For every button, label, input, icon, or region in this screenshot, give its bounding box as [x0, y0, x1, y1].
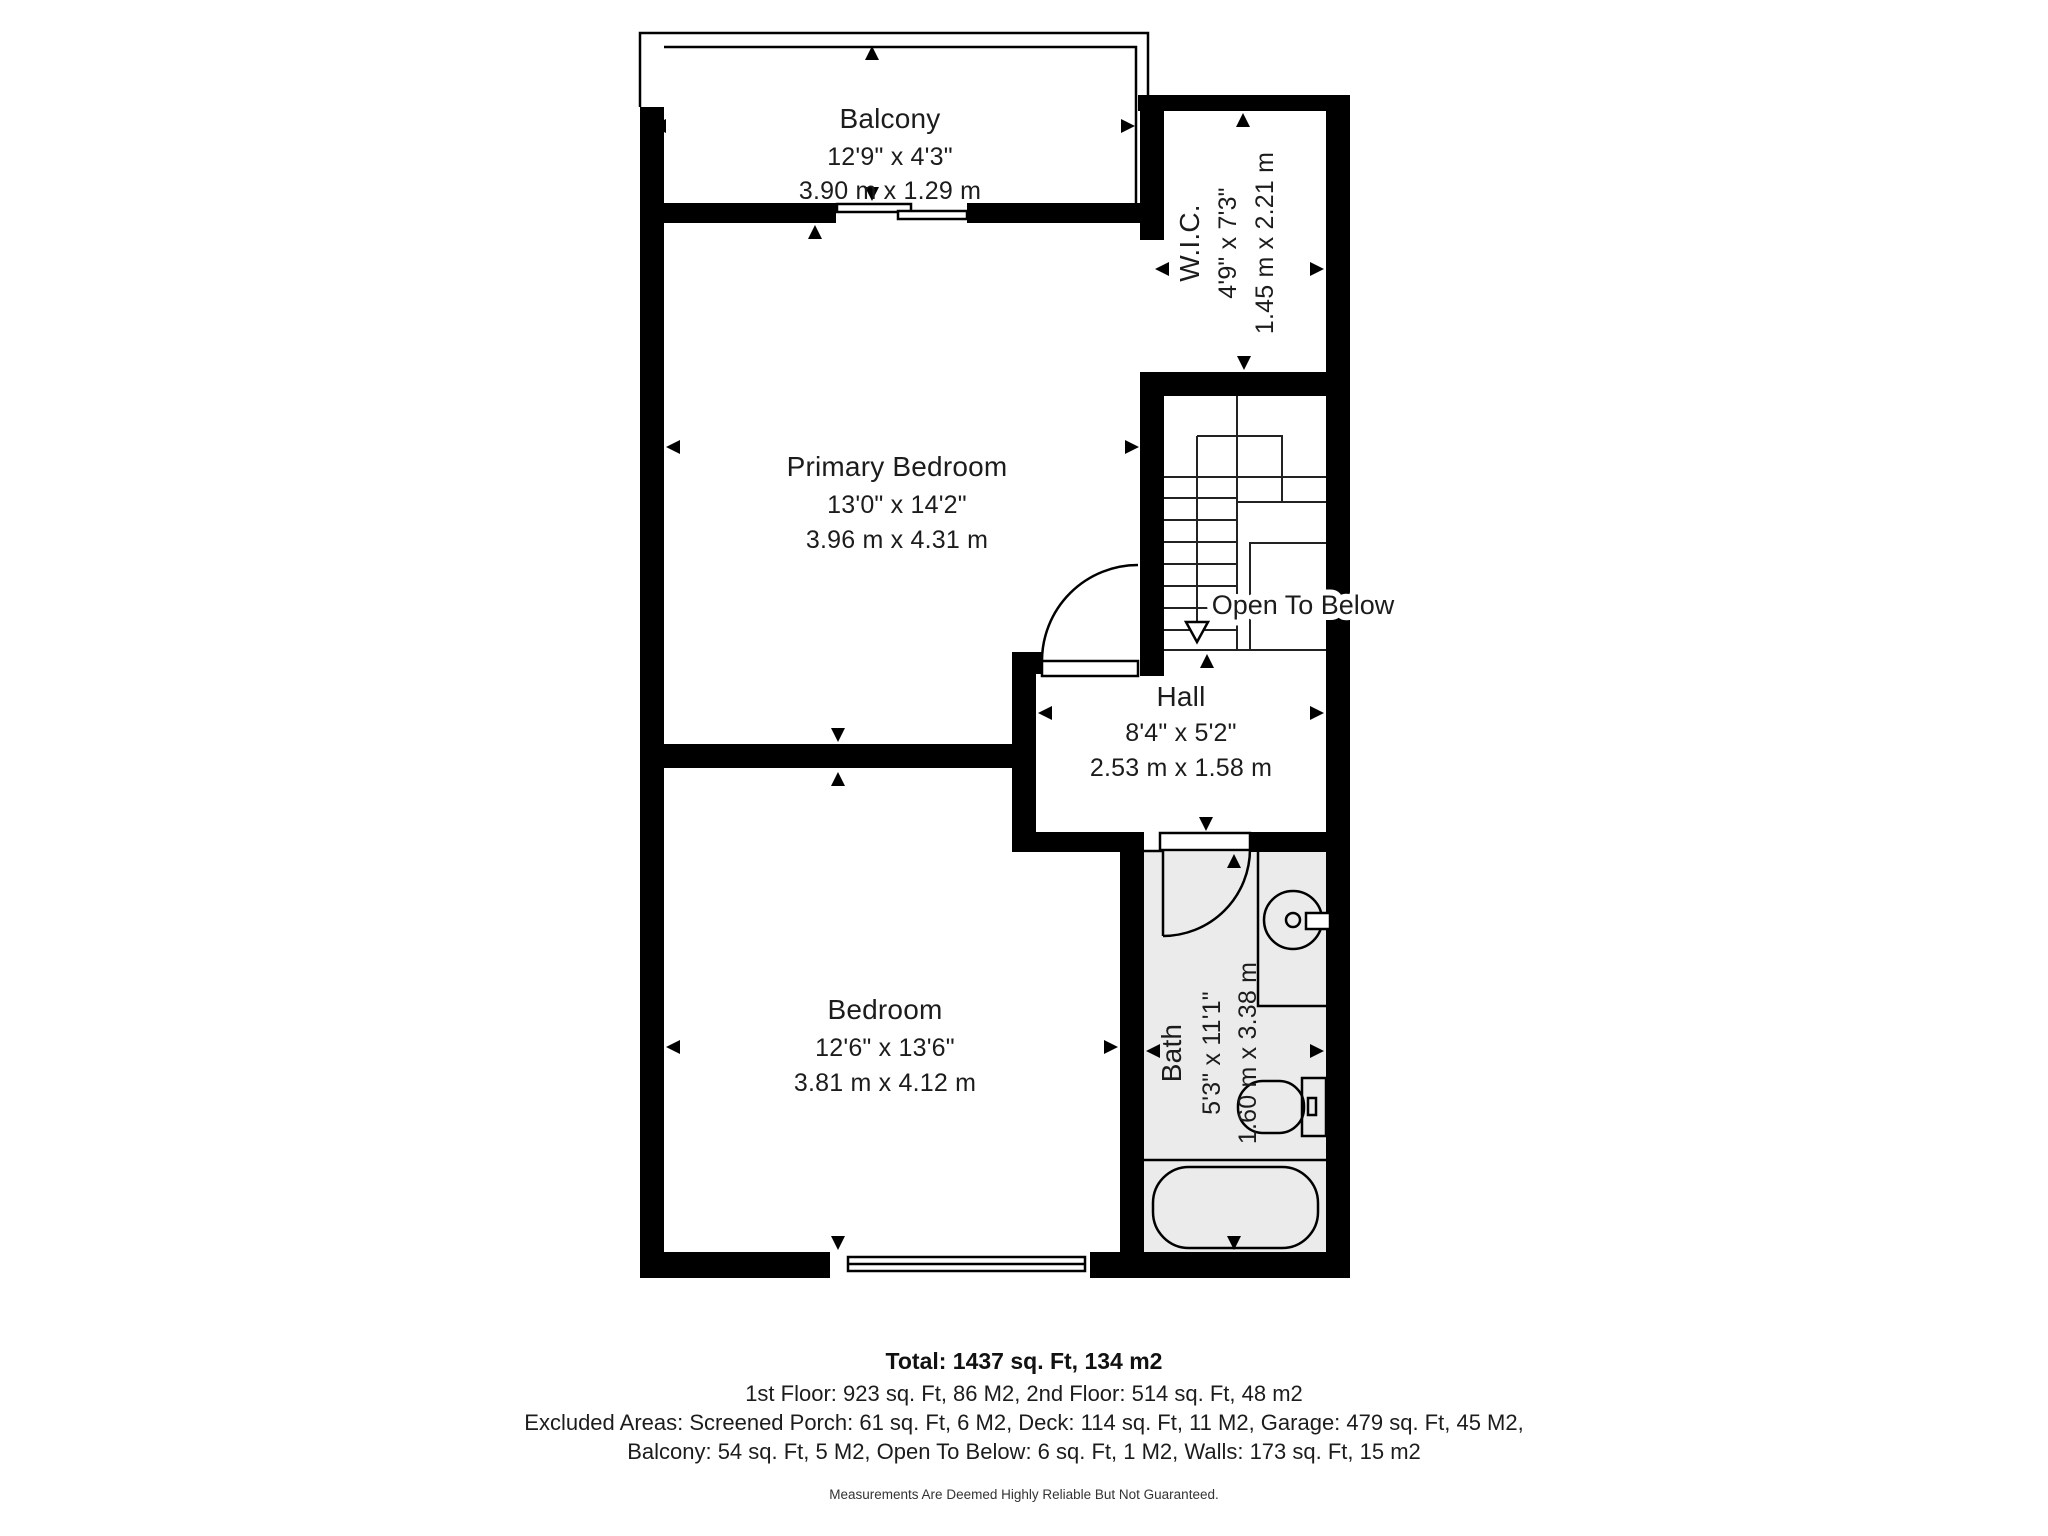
open-to-below-label: Open To Below	[1211, 590, 1395, 620]
arrow-up-icon	[831, 772, 845, 786]
wall-stub-door-right	[1140, 652, 1164, 676]
arrow-left-icon	[666, 1040, 680, 1054]
room-dim-metric: 2.53 m x 1.58 m	[1089, 754, 1273, 782]
room-dim-metric: 3.96 m x 4.31 m	[805, 526, 989, 554]
wall-right	[1326, 95, 1350, 1278]
arrow-right-icon	[1310, 706, 1324, 720]
door-arc	[1042, 565, 1138, 661]
bedroom-window	[830, 1252, 1090, 1278]
wall-hall-bottom-right	[1250, 832, 1326, 852]
room-label-hall	[1090, 681, 1272, 782]
disclaimer-text: Measurements Are Deemed Highly Reliable But Not Guaranteed.	[829, 1487, 1219, 1502]
arrow-left-icon	[666, 440, 680, 454]
arrow-up-icon	[1200, 654, 1214, 668]
room-name: W.I.C.	[1174, 204, 1205, 282]
room-dim-metric: 1.45 m x 2.21 m	[1251, 151, 1279, 335]
floors-area-text: 1st Floor: 923 sq. Ft, 86 M2, 2nd Floor: 514 sq. Ft, 48 m2	[745, 1381, 1303, 1406]
room-label-bedroom	[794, 994, 976, 1097]
room-dim-imperial: 13'0" x 14'2"	[827, 491, 967, 519]
stair-down-arrow-icon	[1186, 622, 1208, 642]
room-name: Bedroom	[827, 994, 943, 1025]
room-dim-imperial: 8'4" x 5'2"	[1125, 719, 1237, 747]
balcony-sliding-door	[836, 203, 967, 223]
room-name: Primary Bedroom	[786, 451, 1008, 482]
wall-stub-door-left	[1012, 652, 1042, 674]
room-dim-metric: 1.60 m x 3.38 m	[1234, 961, 1262, 1145]
arrow-right-icon	[1104, 1040, 1118, 1054]
wall-left	[640, 107, 664, 1278]
primary-bedroom-door	[1042, 565, 1138, 676]
arrow-down-icon	[1237, 356, 1251, 370]
wic-doorway	[1140, 240, 1164, 372]
arrow-up-icon	[1236, 113, 1250, 127]
wall-middle-upper	[1140, 95, 1164, 240]
room-dim-imperial: 4'9" x 7'3"	[1214, 187, 1242, 299]
wall-top-wic	[1138, 95, 1350, 111]
arrow-down-icon	[831, 1236, 845, 1250]
arrow-left-icon	[1038, 706, 1052, 720]
room-label-primary-bedroom	[787, 451, 1008, 554]
room-name: Bath	[1156, 1023, 1187, 1083]
excluded-areas-text-1: Excluded Areas: Screened Porch: 61 sq. Ft, 6 M2, Deck: 114 sq. Ft, 11 M2, Garage: 479 sq. Ft, 45 M2,	[524, 1410, 1524, 1435]
wall-bedroom-bath-divider	[1120, 832, 1144, 1252]
door-leaf	[1160, 833, 1250, 850]
room-name: Hall	[1156, 681, 1206, 712]
room-dim-metric: 3.81 m x 4.12 m	[793, 1069, 977, 1097]
room-dim-imperial: 12'6" x 13'6"	[815, 1034, 955, 1062]
arrow-down-icon	[1199, 817, 1213, 831]
room-dim-imperial: 12'9" x 4'3"	[827, 143, 953, 171]
door-leaf	[1042, 661, 1138, 676]
arrow-down-icon	[831, 728, 845, 742]
room-label-balcony	[799, 103, 981, 205]
wall-primary-bedroom-divider	[664, 744, 1012, 768]
room-label-wic	[1174, 152, 1279, 334]
wall-hall-west	[1012, 652, 1036, 852]
sliding-panel-right	[898, 211, 967, 219]
excluded-areas-text-2: Balcony: 54 sq. Ft, 5 M2, Open To Below: 6 sq. Ft, 1 M2, Walls: 173 sq. Ft, 15 m2	[627, 1439, 1421, 1464]
wall-wic-bottom	[1140, 372, 1326, 396]
room-name: Balcony	[839, 103, 941, 134]
area-summary	[524, 1348, 1523, 1502]
wall-middle-mid	[1140, 372, 1164, 656]
arrow-up-icon	[808, 225, 822, 239]
arrow-right-icon	[1310, 262, 1324, 276]
room-dim-imperial: 5'3" x 11'1"	[1198, 991, 1226, 1115]
arrow-right-icon	[1121, 119, 1135, 133]
room-dim-metric: 3.90 m x 1.29 m	[798, 177, 982, 205]
arrow-right-icon	[1125, 440, 1139, 454]
total-area-text: Total: 1437 sq. Ft, 134 m2	[885, 1348, 1163, 1374]
